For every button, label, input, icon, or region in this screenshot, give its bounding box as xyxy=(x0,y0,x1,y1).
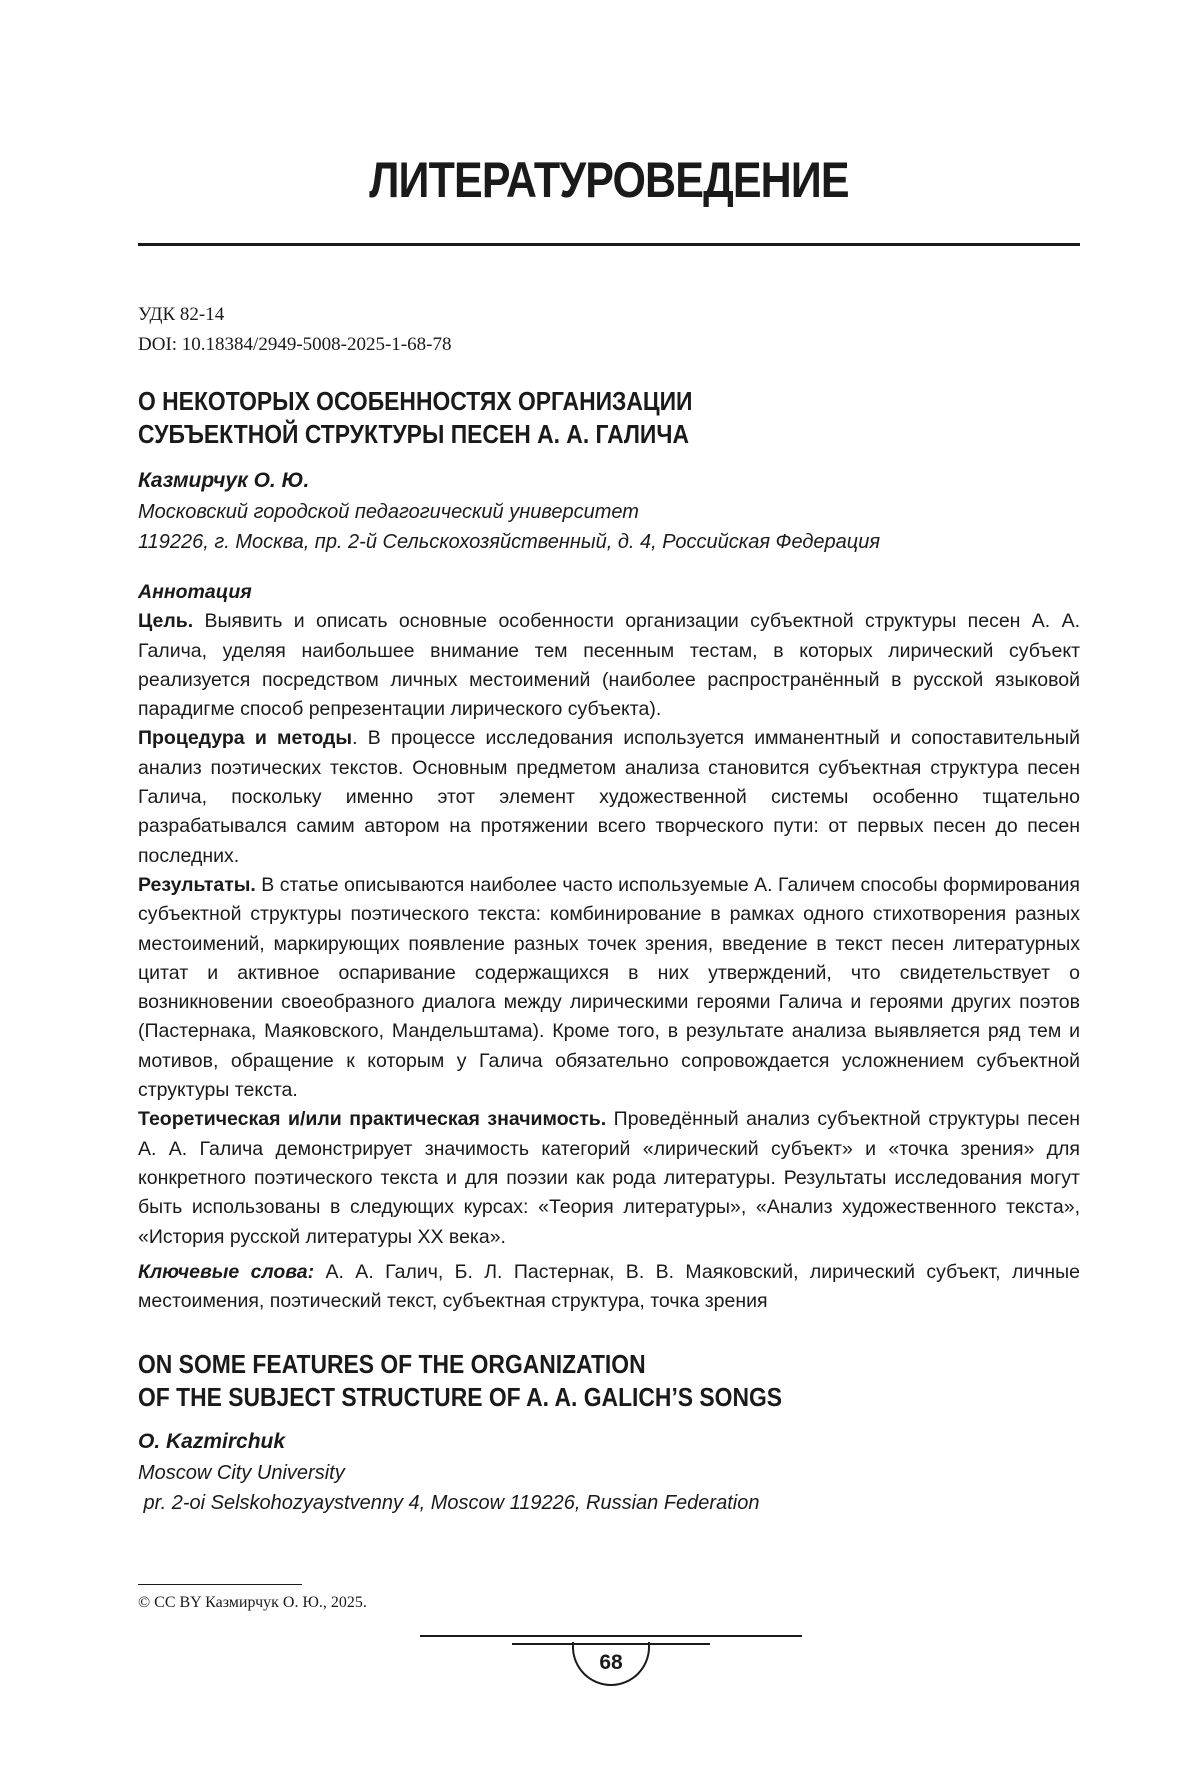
article-title-ru-line1: О НЕКОТОРЫХ ОСОБЕННОСТЯХ ОРГАНИЗАЦИИ xyxy=(138,386,693,416)
udk-code: УДК 82-14 xyxy=(138,304,225,325)
footnote-rule xyxy=(138,1584,302,1585)
abstract-methods xyxy=(138,724,1080,870)
copyright-footnote: © CC BY Казмирчук О. Ю., 2025. xyxy=(138,1594,367,1611)
article-title-ru-line2: СУБЪЕКТНОЙ СТРУКТУРЫ ПЕСЕН А. А. ГАЛИЧА xyxy=(138,419,689,449)
affiliation-en-address: pr. 2-oi Selskohozyaystvenny 4, Moscow 119226, Russian Federation xyxy=(138,1492,760,1514)
abstract-results-text: В статье описываются наиболее часто используемые А. Галичем способы формирования субъектной структуры поэтического текста: комбинирование в рамках одного стихотворения разных местоимений, маркирующих появление разных точек зрения, введение в текст песен литературных цитат и активное оспаривание содержащихся в них утверждений, что свидетельствует о возникновении своеобразного диалога между лирическими героями Галича и героями других поэтов (Пастернака, Маяковского, Мандельштама). Кроме того, в результате анализа выявляется ряд тем и мотивов, обращение к которым у Галича обязательно сопровождается усложнением субъектной структуры текста. xyxy=(138,873,1080,1102)
keywords-label: Ключевые слова: xyxy=(138,1261,315,1283)
author-en: O. Kazmirchuk xyxy=(138,1430,286,1453)
abstract-significance xyxy=(138,1105,1080,1251)
article-title-en-line2: OF THE SUBJECT STRUCTURE OF A. A. GALICH’S SONGS xyxy=(138,1382,783,1412)
abstract xyxy=(138,578,1080,1252)
abstract-methods-label: Процедура и методы xyxy=(138,727,353,750)
article-title-en xyxy=(138,1348,967,1414)
abstract-results-label: Результаты. xyxy=(138,873,256,896)
abstract-significance-label: Теоретическая и/или практическая значимость. xyxy=(138,1108,607,1131)
abstract-goal-label: Цель. xyxy=(138,610,194,633)
doi: DOI: 10.18384/2949-5008-2025-1-68-78 xyxy=(138,334,452,355)
article-meta xyxy=(138,300,451,360)
section-title: ЛИТЕРАТУРОВЕДЕНИЕ xyxy=(369,152,849,208)
article-title-ru xyxy=(138,385,967,451)
affiliation-ru-institution: Московский городской педагогический университет xyxy=(138,501,639,523)
keywords xyxy=(138,1258,1080,1317)
page-number-rule-top xyxy=(420,1635,802,1637)
keywords-text: А. А. Галич, Б. Л. Пастернак, В. В. Маяковский, лирический субъект, личные местоимения, поэтический текст, субъектная структура, точка зрения xyxy=(138,1261,1080,1313)
abstract-goal xyxy=(138,607,1080,724)
affiliation-en-institution: Moscow City University xyxy=(138,1462,345,1484)
article-title-en-line1: ON SOME FEATURES OF THE ORGANIZATION xyxy=(138,1349,646,1379)
author-ru: Казмирчук О. Ю. xyxy=(138,469,310,492)
abstract-results xyxy=(138,871,1080,1105)
abstract-significance-text: Проведённый анализ субъектной структуры песен А. А. Галича демонстрирует значимость категорий «лирический субъект» и «точка зрения» для конкретного поэтического текста и для поэзии как рода литературы. Результаты исследования могут быть использованы в следующих курсах: «Теория литературы», «Анализ художественного текста», «История русской литературы XX века». xyxy=(138,1108,1080,1248)
affiliation-ru-address: 119226, г. Москва, пр. 2-й Сельскохозяйственный, д. 4, Российская Федерация xyxy=(138,531,881,553)
section-title-rule xyxy=(138,243,1080,246)
page-number: 68 xyxy=(599,1651,623,1674)
abstract-methods-text: . В процессе исследования используется имманентный и сопоставительный анализ поэтических текстов. Основным предметом анализа становится субъектная структура песен Галича, поскольку именно этот элемент художественной системы особенно тщательно разрабатывался самим автором на протяжении всего творческого пути: от первых песен до песен последних. xyxy=(138,727,1080,867)
abstract-goal-text: Выявить и описать основные особенности организации субъектной структуры песен А. А. Галича, уделяя наибольшее внимание тем песенным тестам, в которых лирический субъект реализуется посредством личных местоимений (наиболее распространённый в русской языковой парадигме способ репрезентации лирического субъекта). xyxy=(138,610,1080,721)
affiliation-en xyxy=(138,1458,759,1518)
affiliation-ru xyxy=(138,497,880,557)
abstract-heading: Аннотация xyxy=(138,581,252,603)
